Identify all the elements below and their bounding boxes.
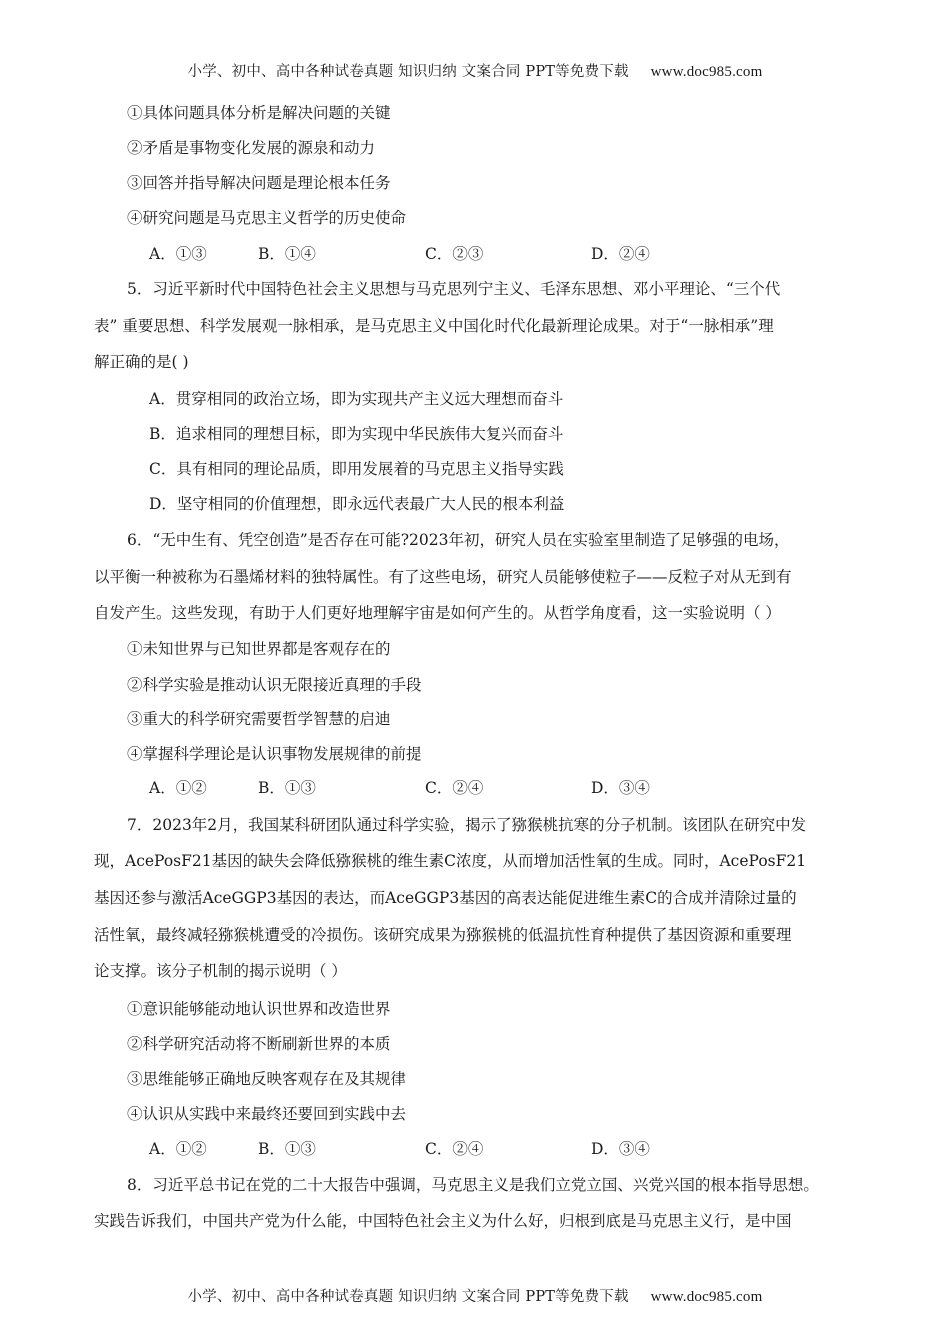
q4-item-2: ②矛盾是事物变化发展的源泉和动力	[127, 139, 376, 157]
q5-choice-b: B．追求相同的理想目标，即为实现中华民族伟大复兴而奋斗	[149, 425, 564, 443]
q6-item-3: ③重大的科学研究需要哲学智慧的启迪	[127, 710, 391, 728]
q6-item-4: ④掌握科学理论是认识事物发展规律的前提	[127, 745, 422, 763]
q7-choice-d: D．③④	[591, 1140, 650, 1158]
q6-choice-b: B．①③	[258, 779, 316, 797]
q5-stem-line-3: 解正确的是( )	[94, 353, 189, 371]
q5-choice-c: C．具有相同的理论品质，即用发展着的马克思主义指导实践	[149, 460, 564, 478]
q7-stem-line-4: 活性氧，最终减轻猕猴桃遭受的冷损伤。该研究成果为猕猴桃的低温抗性育种提供了基因资源和重要理	[94, 926, 792, 944]
q7-item-1: ①意识能够能动地认识世界和改造世界	[127, 1000, 391, 1018]
q6-stem-line-2: 以平衡一种被称为石墨烯材料的独特属性。有了这些电场，研究人员能够使粒子——反粒子对从无到有	[94, 568, 792, 586]
q4-item-1: ①具体问题具体分析是解决问题的关键	[127, 104, 391, 122]
header-url[interactable]: www.doc985.com	[650, 64, 763, 80]
q7-choice-a: A．①②	[149, 1140, 207, 1158]
q4-choice-c: C．②③	[425, 245, 484, 263]
q6-item-1: ①未知世界与已知世界都是客观存在的	[127, 640, 391, 658]
q8-stem-line-2: 实践告诉我们，中国共产党为什么能，中国特色社会主义为什么好，归根到底是马克思主义行，是中国	[94, 1212, 792, 1230]
q7-item-3: ③思维能够正确地反映客观存在及其规律	[127, 1070, 407, 1088]
q7-item-4: ④认识从实践中来最终还要回到实践中去	[127, 1105, 407, 1123]
q4-choice-a: A．①③	[149, 245, 207, 263]
q7-stem-line-3: 基因还参与激活AceGGP3基因的表达，而AceGGP3基因的高表达能促进维生素C的合成并清除过量的	[94, 889, 797, 907]
footer-url[interactable]: www.doc985.com	[650, 1289, 763, 1305]
q7-stem-line-5: 论支撑。该分子机制的揭示说明（ ）	[94, 962, 347, 980]
q6-choice-d: D．③④	[591, 779, 650, 797]
q4-choice-b: B．①④	[258, 245, 316, 263]
q7-choice-c: C．②④	[425, 1140, 484, 1158]
q6-stem-line-1: 6．“无中生有、凭空创造”是否存在可能?2023年初，研究人员在实验室里制造了足够强的电场，	[127, 531, 790, 549]
q5-choice-a: A．贯穿相同的政治立场，即为实现共产主义远大理想而奋斗	[149, 390, 564, 408]
q4-choice-d: D．②④	[591, 245, 650, 263]
q6-choice-c: C．②④	[425, 779, 484, 797]
q5-stem-line-1: 5．习近平新时代中国特色社会主义思想与马克思列宁主义、毛泽东思想、邓小平理论、“三个代	[127, 280, 781, 298]
q6-item-2: ②科学实验是推动认识无限接近真理的手段	[127, 676, 422, 694]
page-header	[0, 60, 950, 81]
q5-choice-d: D．坚守相同的价值理想，即永远代表最广大人民的根本利益	[149, 495, 565, 513]
q6-stem-line-3: 自发产生。这些发现，有助于人们更好地理解宇宙是如何产生的。从哲学角度看，这一实验说明（ ）	[94, 604, 781, 622]
footer-text: 小学、初中、高中各种试卷真题 知识归纳 文案合同 PPT等免费下载	[187, 1289, 629, 1305]
q8-stem-line-1: 8．习近平总书记在党的二十大报告中强调，马克思主义是我们立党立国、兴党兴国的根本指导思想。	[127, 1176, 819, 1194]
q7-stem-line-1: 7．2023年2月，我国某科研团队通过科学实验，揭示了猕猴桃抗寒的分子机制。该团队在研究中发	[127, 816, 807, 834]
q7-stem-line-2: 现，AcePosF21基因的缺失会降低猕猴桃的维生素C浓度，从而增加活性氧的生成。同时，AcePosF21	[94, 852, 807, 870]
q7-item-2: ②科学研究活动将不断刷新世界的本质	[127, 1035, 391, 1053]
q7-choice-b: B．①③	[258, 1140, 316, 1158]
page-footer	[0, 1285, 950, 1306]
q4-item-3: ③回答并指导解决问题是理论根本任务	[127, 174, 391, 192]
q4-item-4: ④研究问题是马克思主义哲学的历史使命	[127, 209, 407, 227]
q6-choice-a: A．①②	[149, 779, 207, 797]
header-text: 小学、初中、高中各种试卷真题 知识归纳 文案合同 PPT等免费下载	[187, 64, 629, 80]
q5-stem-line-2: 表” 重要思想、科学发展观一脉相承，是马克思主义中国化时代化最新理论成果。对于“一脉相承”理	[94, 317, 774, 335]
